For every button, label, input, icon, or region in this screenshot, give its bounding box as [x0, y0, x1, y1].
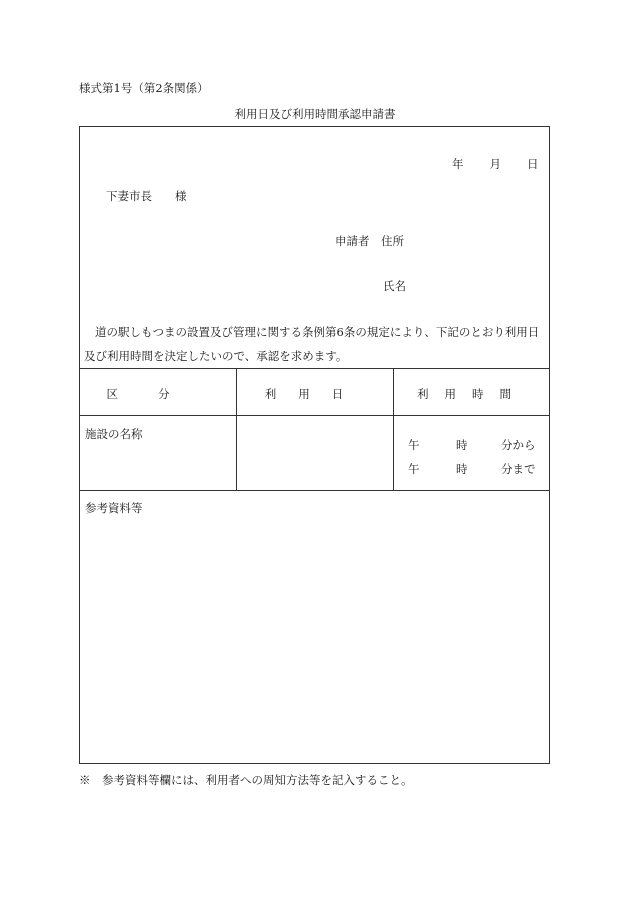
time-to-ampm: 午 [408, 462, 420, 476]
time-to-hour: 時 [456, 462, 468, 476]
day-label: 日 [527, 157, 539, 171]
form-frame [79, 126, 550, 764]
time-from-hour: 時 [456, 438, 468, 452]
divider-table-top [79, 368, 550, 369]
header-category: 区分 [106, 387, 210, 401]
date-line [452, 156, 539, 172]
month-label: 月 [489, 157, 501, 171]
applicant-name-label: 氏名 [383, 279, 406, 293]
footnote: ※ 参考資料等欄には、利用者への周知方法等を記入すること。 [79, 773, 413, 787]
divider-row-bottom [79, 490, 550, 491]
document-title: 利用日及び利用時間承認申請書 [234, 107, 396, 121]
time-to-minute: 分まで [501, 462, 536, 476]
time-from-minute: 分から [501, 438, 536, 452]
reference-materials-label: 参考資料等 [85, 501, 143, 515]
facility-name-label: 施設の名称 [85, 427, 143, 441]
body-text: 道の駅しもつまの設置及び管理に関する条例第6条の規定により、下記のとおり利用日及び利用時間を決定したいので、承認を求めます。 [84, 325, 540, 363]
header-usage-date: 利用日 [264, 387, 366, 401]
applicant-address-label: 申請者 住所 [335, 234, 404, 248]
divider-header-bottom [79, 415, 550, 416]
addressee: 下妻市長 様 [106, 189, 187, 203]
year-label: 年 [452, 157, 464, 171]
header-usage-time: 利用時間 [417, 387, 527, 401]
form-number: 様式第1号（第2条関係） [79, 81, 209, 95]
time-from-ampm: 午 [408, 438, 420, 452]
